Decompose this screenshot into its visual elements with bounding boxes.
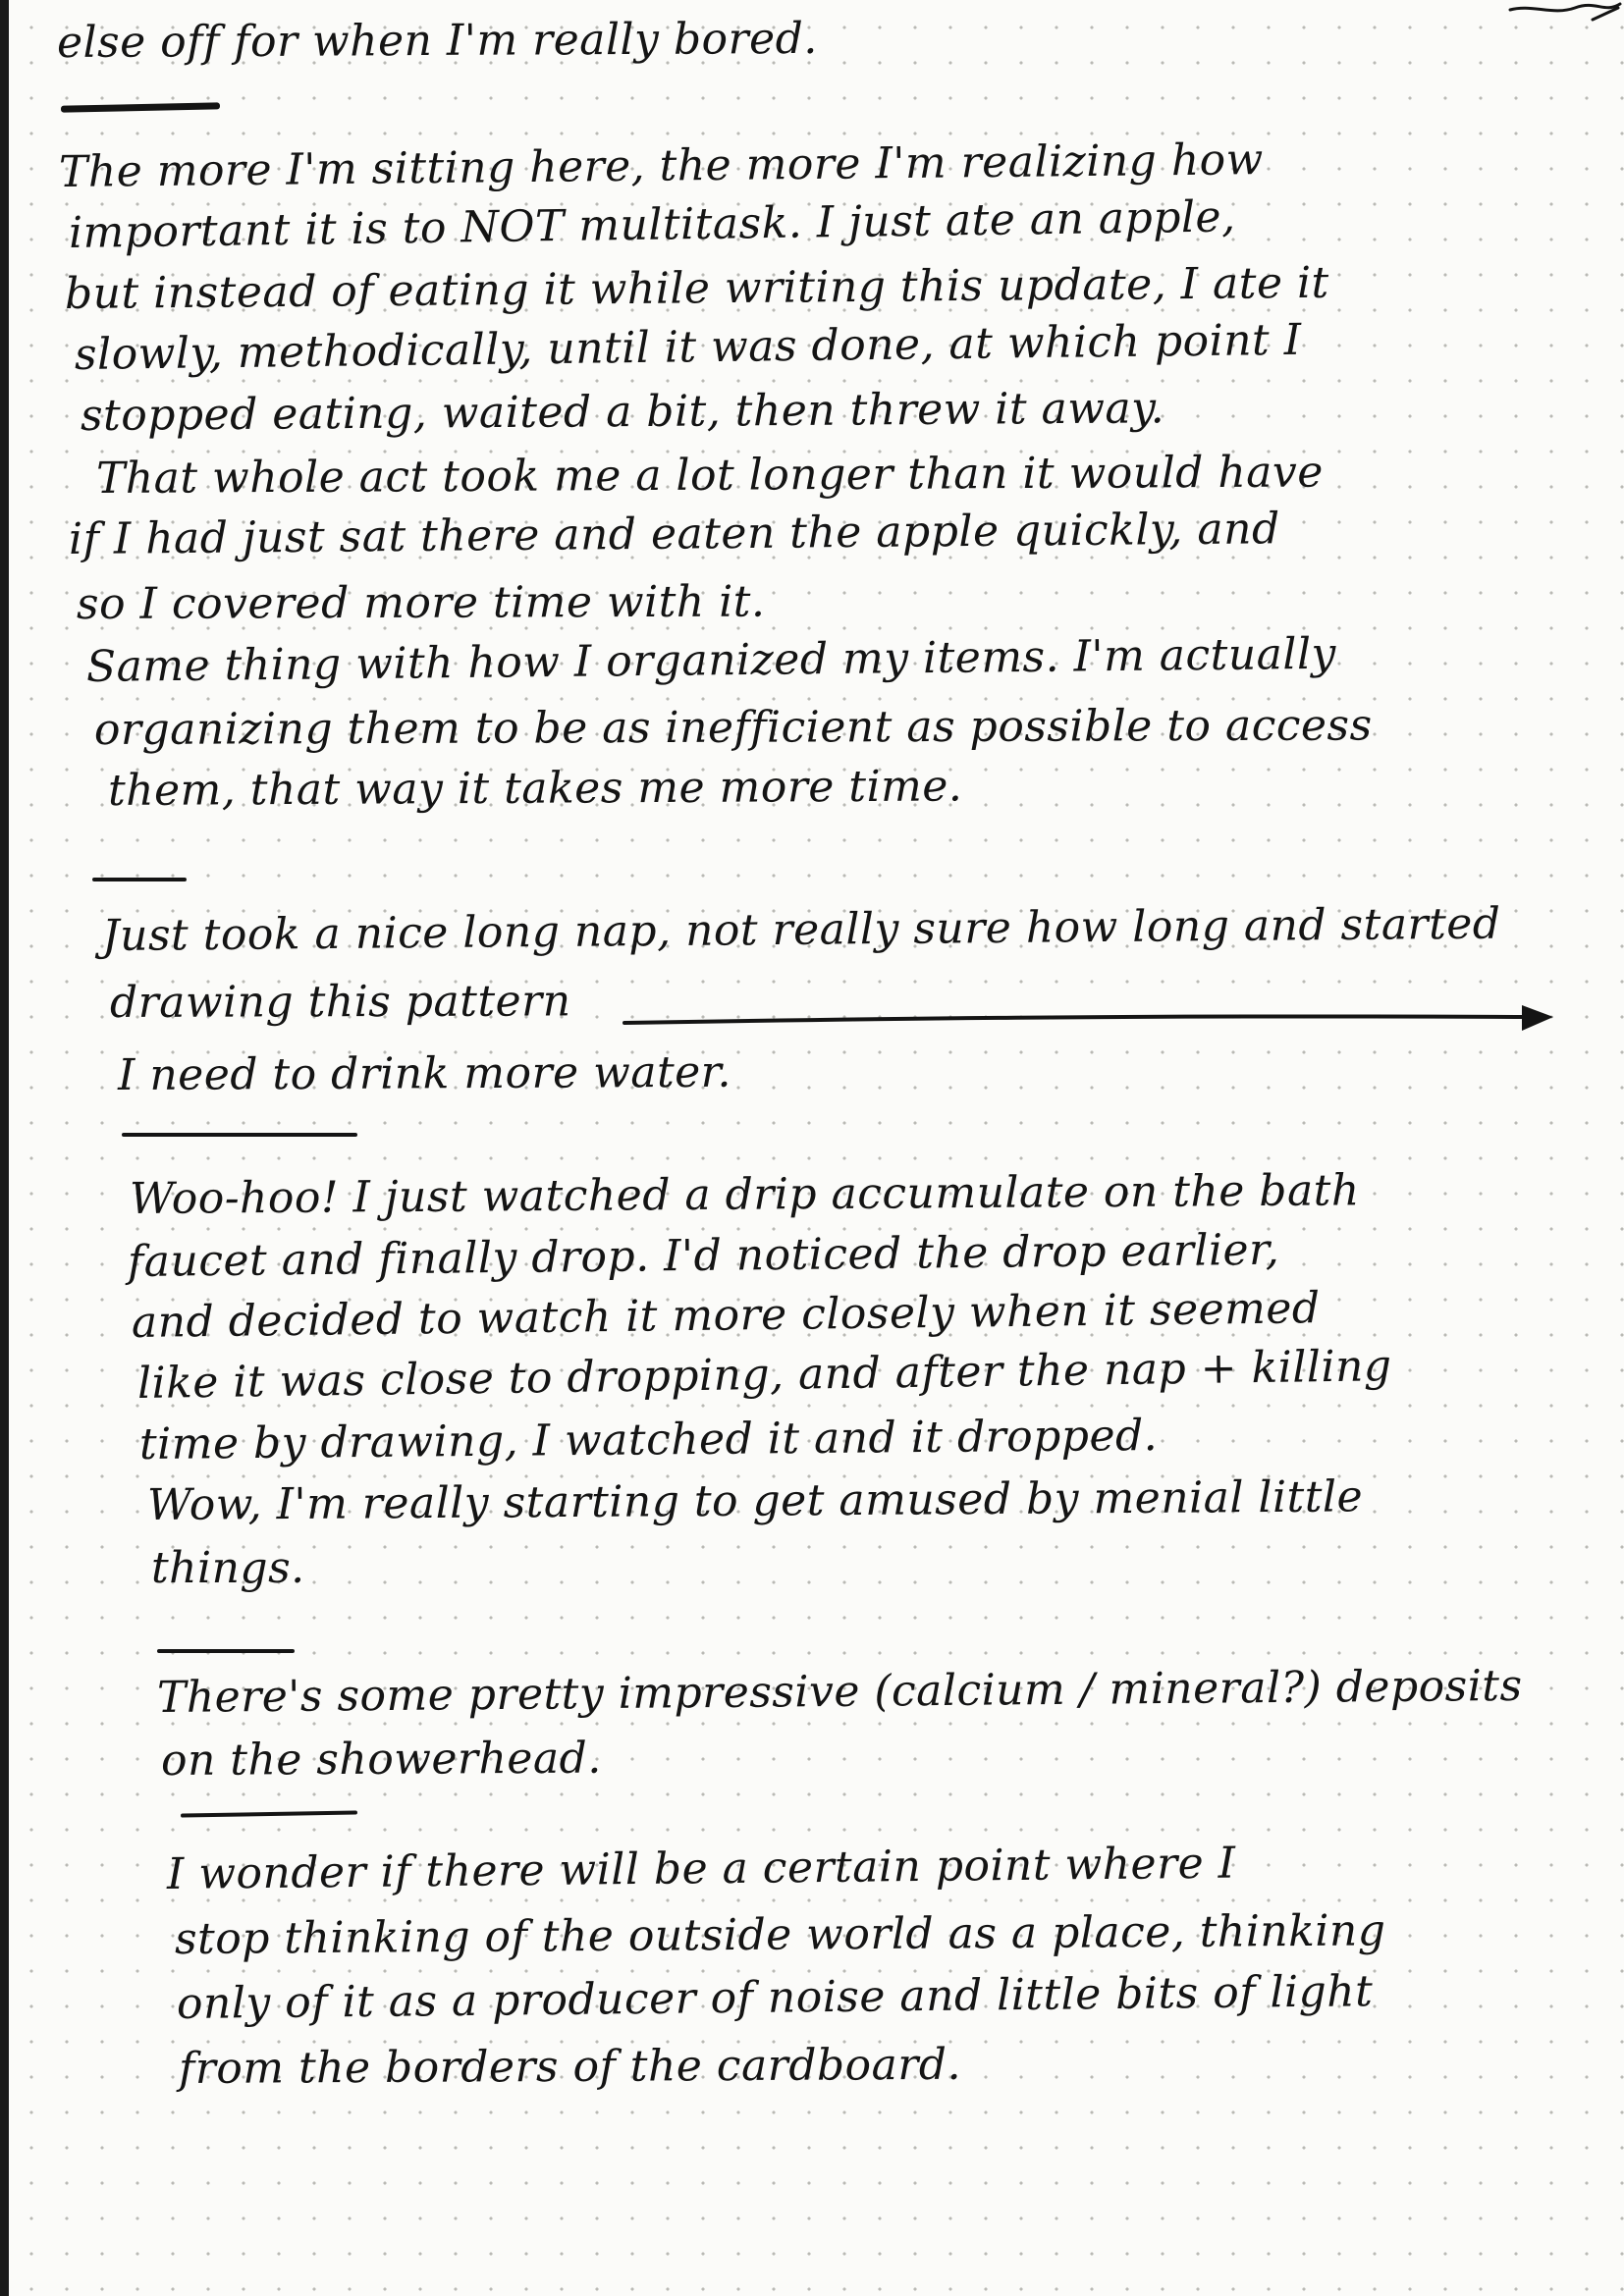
journal-line: so I covered more time with it.: [76, 576, 766, 629]
journal-line: but instead of eating it while writing this update, I ate it: [64, 257, 1329, 319]
entry-divider: [61, 102, 220, 112]
journal-line: time by drawing, I watched it and it dropped.: [138, 1410, 1159, 1469]
journal-line: faucet and finally drop. I'd noticed the drop earlier,: [127, 1224, 1280, 1287]
journal-line: like it was close to dropping, and after the nap + killing: [136, 1341, 1392, 1409]
entry-divider: [122, 1133, 357, 1137]
arrow-right-icon: [621, 999, 1563, 1039]
journal-line: Woo-hoo! I just watched a drip accumulate on the bath: [129, 1165, 1360, 1224]
journal-line: if I had just sat there and eaten the apple quickly, and: [68, 504, 1280, 564]
journal-line: Same thing with how I organized my items. I'm actually: [85, 628, 1337, 692]
journal-line: Just took a nice long nap, not really sure how long and started: [101, 898, 1501, 961]
journal-line: The more I'm sitting here, the more I'm realizing how: [58, 134, 1265, 197]
journal-line: slowly, methodically, until it was done, at which point I: [74, 314, 1302, 380]
journal-line: important it is to NOT multitask. I just ate an apple,: [68, 191, 1236, 258]
journal-line: organizing them to be as inefficient as possible to access: [93, 700, 1373, 755]
journal-line: and decided to watch it more closely when it seemed: [131, 1283, 1321, 1348]
journal-line: on the showerhead.: [160, 1733, 602, 1786]
journal-line: stopped eating, waited a bit, then threw it away.: [80, 383, 1165, 441]
journal-line: That whole act took me a lot longer than it would have: [95, 447, 1324, 504]
entry-divider: [92, 878, 187, 881]
journal-line: them, that way it takes me more time.: [107, 761, 963, 816]
journal-line: drawing this pattern: [109, 976, 571, 1028]
journal-line: else off for when I'm really bored.: [56, 13, 818, 68]
journal-line: There's some pretty impressive (calcium / mineral?) deposits: [156, 1660, 1523, 1723]
journal-line: stop thinking of the outside world as a place, thinking: [174, 1905, 1386, 1964]
journal-line: Wow, I'm really starting to get amused by menial little: [146, 1471, 1364, 1530]
journal-line: things.: [151, 1543, 305, 1593]
journal-line: I need to drink more water.: [117, 1046, 732, 1100]
journal-line: from the borders of the cardboard.: [178, 2039, 962, 2094]
entry-divider: [157, 1649, 295, 1653]
corner-scribble-icon: [1502, 0, 1624, 29]
journal-line: only of it as a producer of noise and little bits of light: [176, 1966, 1374, 2029]
page-edge-shadow: [0, 0, 9, 2296]
entry-divider: [181, 1810, 357, 1817]
journal-line: I wonder if there will be a certain point where I: [166, 1838, 1236, 1899]
